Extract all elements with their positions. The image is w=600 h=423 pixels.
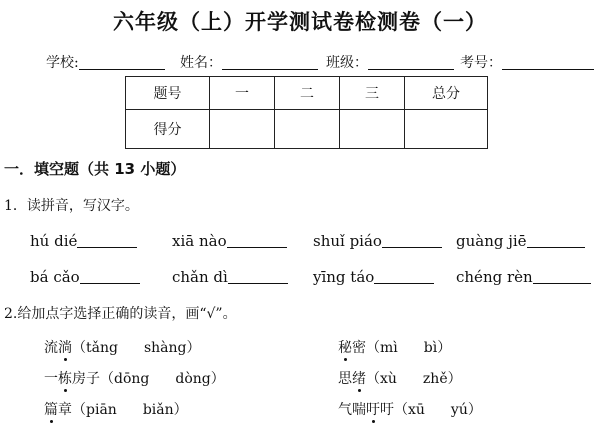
word-part: 气喘 bbox=[338, 402, 366, 418]
reading-choice-item: 一栋房子（dōng dòng） bbox=[44, 368, 225, 388]
pinyin-item bbox=[30, 232, 137, 250]
score-cell[interactable] bbox=[340, 110, 405, 149]
pinyin-text: yīng táo bbox=[313, 268, 375, 286]
section-heading: 一．填空题（共 13 小题） bbox=[4, 160, 186, 178]
name-label: 姓名： bbox=[180, 55, 222, 71]
number-label: 考号： bbox=[460, 55, 502, 71]
pinyin-item bbox=[456, 268, 591, 286]
dotted-character: 篇 bbox=[44, 399, 58, 419]
pinyin-item bbox=[172, 268, 288, 286]
class-label: 班级： bbox=[326, 55, 368, 71]
answer-blank[interactable] bbox=[382, 234, 442, 248]
pinyin-item bbox=[30, 268, 140, 286]
dotted-character: 栋 bbox=[58, 368, 72, 388]
answer-blank[interactable] bbox=[374, 270, 434, 284]
reading-option[interactable]: dòng bbox=[175, 371, 211, 387]
reading-choice-item: 气喘吁吁（xū yú） bbox=[338, 399, 482, 419]
reading-option[interactable]: shàng bbox=[143, 340, 187, 356]
score-table-score-row bbox=[126, 110, 488, 149]
word-part: 章 bbox=[58, 402, 72, 418]
pinyin-item bbox=[172, 232, 287, 250]
pinyin-item bbox=[313, 268, 434, 286]
question-1-prompt: 1．读拼音，写汉字。 bbox=[4, 198, 139, 214]
dotted-character: 吁 bbox=[366, 399, 380, 419]
name-blank[interactable] bbox=[222, 55, 318, 70]
school-label: 学校: bbox=[46, 55, 79, 71]
reading-option[interactable]: xū bbox=[408, 402, 425, 418]
word-part: 房子 bbox=[72, 371, 100, 387]
dotted-character: 秘 bbox=[338, 337, 352, 357]
reading-choice-item: 思绪（xù zhě） bbox=[338, 368, 462, 388]
answer-blank[interactable] bbox=[527, 234, 585, 248]
score-cell[interactable] bbox=[275, 110, 340, 149]
reading-option[interactable]: dōng bbox=[114, 371, 150, 387]
reading-choice-item: 秘密（mì bì） bbox=[338, 337, 451, 357]
score-table bbox=[125, 76, 488, 149]
word-part: 思 bbox=[338, 371, 352, 387]
score-header-cell: 总分 bbox=[405, 77, 488, 110]
answer-blank[interactable] bbox=[227, 234, 287, 248]
answer-blank[interactable] bbox=[533, 270, 591, 284]
reading-option[interactable]: bì bbox=[423, 340, 438, 356]
class-field bbox=[326, 52, 454, 72]
reading-option[interactable]: piān bbox=[86, 402, 117, 418]
pinyin-text: hú dié bbox=[30, 232, 78, 250]
pinyin-text: chéng rèn bbox=[456, 268, 533, 286]
score-row-label: 得分 bbox=[126, 110, 210, 149]
number-field bbox=[460, 52, 594, 72]
answer-blank[interactable] bbox=[77, 234, 137, 248]
reading-choice-item: 篇章（piān biǎn） bbox=[44, 399, 188, 419]
question-2-prompt: 2.给加点字选择正确的读音，画“√”。 bbox=[4, 306, 237, 322]
score-table-header-row bbox=[126, 77, 488, 110]
reading-option[interactable]: biǎn bbox=[142, 402, 174, 418]
page-title: 六年级（上）开学测试卷检测卷（一） bbox=[113, 10, 487, 34]
score-header-cell: 一 bbox=[210, 77, 275, 110]
answer-blank[interactable] bbox=[228, 270, 288, 284]
score-cell[interactable] bbox=[210, 110, 275, 149]
name-field bbox=[180, 52, 318, 72]
word-part: 密 bbox=[352, 340, 366, 356]
score-cell[interactable] bbox=[405, 110, 488, 149]
reading-choice-item: 流淌（tǎng shàng） bbox=[44, 337, 200, 357]
pinyin-item bbox=[313, 232, 442, 250]
dotted-character: 绪 bbox=[352, 368, 366, 388]
word-part: 吁 bbox=[380, 402, 394, 418]
word-part: 一 bbox=[44, 371, 58, 387]
class-blank[interactable] bbox=[368, 55, 454, 70]
reading-option[interactable]: tǎng bbox=[86, 340, 118, 356]
answer-blank[interactable] bbox=[80, 270, 140, 284]
score-header-cell: 题号 bbox=[126, 77, 210, 110]
pinyin-text: shuǐ piáo bbox=[313, 232, 382, 250]
score-header-cell: 二 bbox=[275, 77, 340, 110]
reading-option[interactable]: zhě bbox=[422, 371, 448, 387]
pinyin-text: xiā nào bbox=[172, 232, 227, 250]
number-blank[interactable] bbox=[502, 55, 594, 70]
school-field bbox=[46, 52, 165, 72]
word-part: 流 bbox=[44, 340, 58, 356]
reading-option[interactable]: xù bbox=[380, 371, 397, 387]
reading-option[interactable]: mì bbox=[380, 340, 398, 356]
pinyin-item bbox=[456, 232, 585, 250]
score-header-cell: 三 bbox=[340, 77, 405, 110]
dotted-character: 淌 bbox=[58, 337, 72, 357]
pinyin-text: bá cǎo bbox=[30, 268, 80, 286]
reading-option[interactable]: yú bbox=[450, 402, 468, 418]
pinyin-text: guàng jiē bbox=[456, 232, 527, 250]
pinyin-text: chǎn dì bbox=[172, 268, 228, 286]
school-blank[interactable] bbox=[79, 55, 165, 70]
